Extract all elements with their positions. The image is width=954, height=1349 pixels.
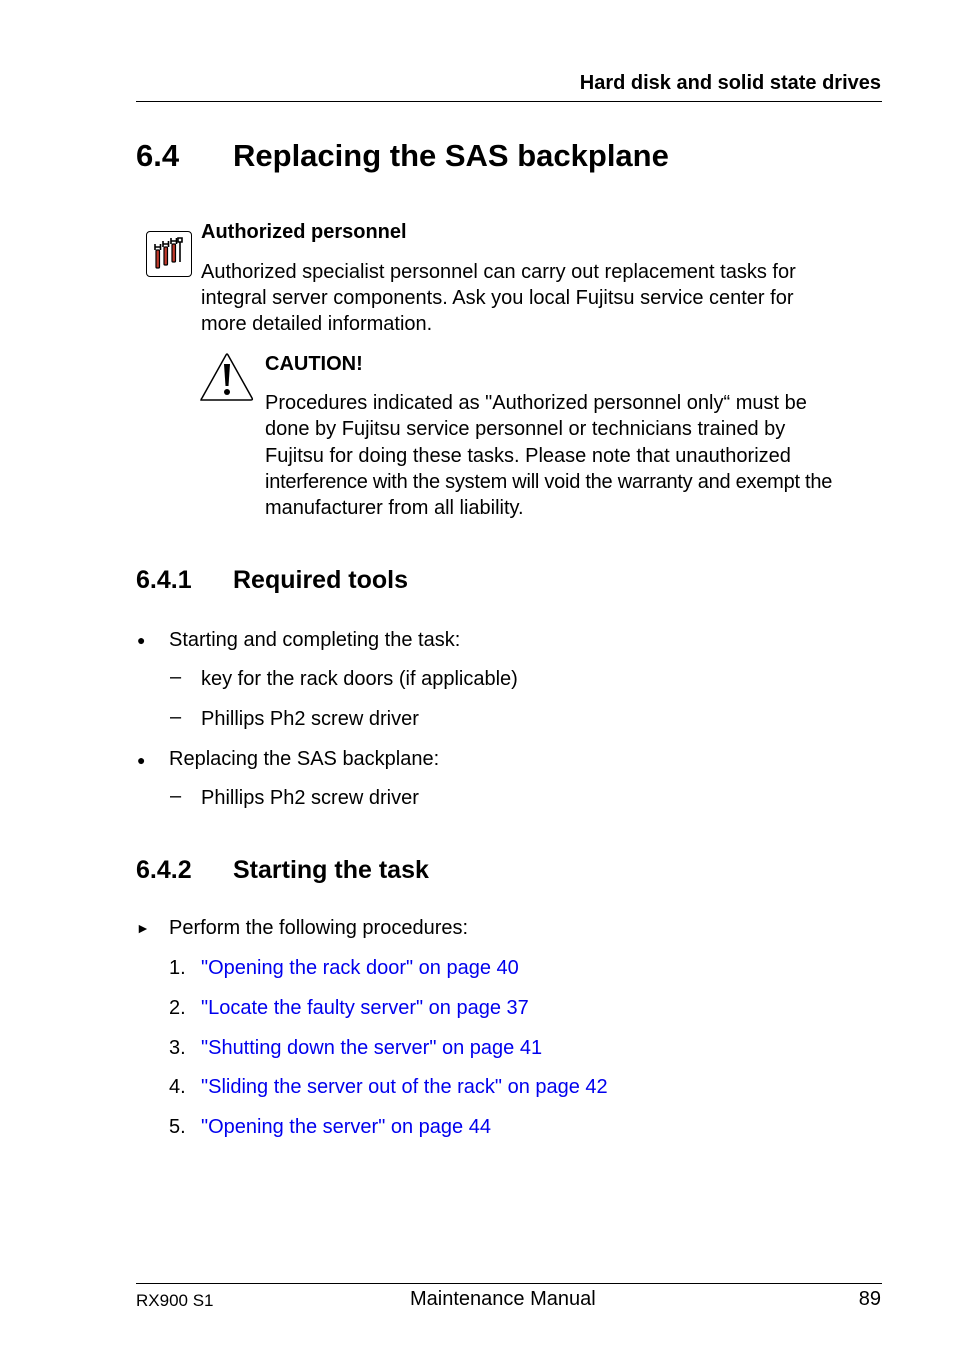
procedure-link[interactable]: "Opening the server" on page 44	[201, 1116, 491, 1138]
step-text: Perform the following procedures:	[169, 917, 469, 939]
procedure-number: 2.	[169, 997, 186, 1019]
authorized-line: integral server components. Ask you local Fujitsu service center for	[201, 287, 794, 309]
procedure-number: 3.	[169, 1037, 186, 1059]
page-number: 89	[858, 1288, 881, 1310]
procedure-number: 5.	[169, 1116, 186, 1138]
procedure-number: 1.	[169, 957, 186, 979]
sub-list-item: Phillips Ph2 screw driver	[201, 708, 419, 730]
bullet-icon: ●	[137, 632, 146, 648]
subsection-number: 6.4.2	[136, 856, 192, 884]
caution-heading: CAUTION!	[265, 353, 363, 375]
procedure-number: 4.	[169, 1076, 186, 1098]
footer-rule	[136, 1283, 882, 1284]
footer-manual: Maintenance Manual	[410, 1288, 596, 1310]
list-item: Starting and completing the task:	[169, 629, 461, 651]
caution-line: interference with the system will void the warranty and exempt the	[265, 471, 833, 493]
subsection-number: 6.4.1	[136, 566, 192, 594]
tools-icon	[146, 231, 192, 277]
warning-icon	[199, 352, 255, 402]
procedure-link[interactable]: "Opening the rack door" on page 40	[201, 957, 519, 979]
sub-list-item: Phillips Ph2 screw driver	[201, 787, 419, 809]
procedure-link[interactable]: "Shutting down the server" on page 41	[201, 1037, 543, 1059]
subsection-title: Starting the task	[233, 856, 429, 884]
dash-icon: –	[170, 666, 182, 688]
footer-model: RX900 S1	[136, 1291, 214, 1310]
authorized-line: Authorized specialist personnel can carry out replacement tasks for	[201, 261, 796, 283]
authorized-line: more detailed information.	[201, 313, 433, 335]
caution-line: Fujitsu for doing these tasks. Please note that unauthorized	[265, 445, 791, 467]
caution-line: manufacturer from all liability.	[265, 497, 524, 519]
list-item: Replacing the SAS backplane:	[169, 748, 440, 770]
step-arrow-icon: ►	[136, 920, 150, 936]
caution-line: Procedures indicated as "Authorized personnel only“ must be	[265, 392, 807, 414]
dash-icon: –	[170, 785, 182, 807]
sub-list-item: key for the rack doors (if applicable)	[201, 668, 518, 690]
bullet-icon: ●	[137, 752, 146, 768]
section-title: Replacing the SAS backplane	[233, 138, 669, 173]
header-rule	[136, 101, 882, 102]
running-header: Hard disk and solid state drives	[579, 72, 881, 94]
section-number: 6.4	[136, 138, 180, 173]
dash-icon: –	[170, 706, 182, 728]
caution-line: done by Fujitsu service personnel or technicians trained by	[265, 418, 786, 440]
authorized-heading: Authorized personnel	[201, 221, 407, 243]
procedure-link[interactable]: "Locate the faulty server" on page 37	[201, 997, 529, 1019]
procedure-link[interactable]: "Sliding the server out of the rack" on page 42	[201, 1076, 608, 1098]
subsection-title: Required tools	[233, 566, 409, 594]
